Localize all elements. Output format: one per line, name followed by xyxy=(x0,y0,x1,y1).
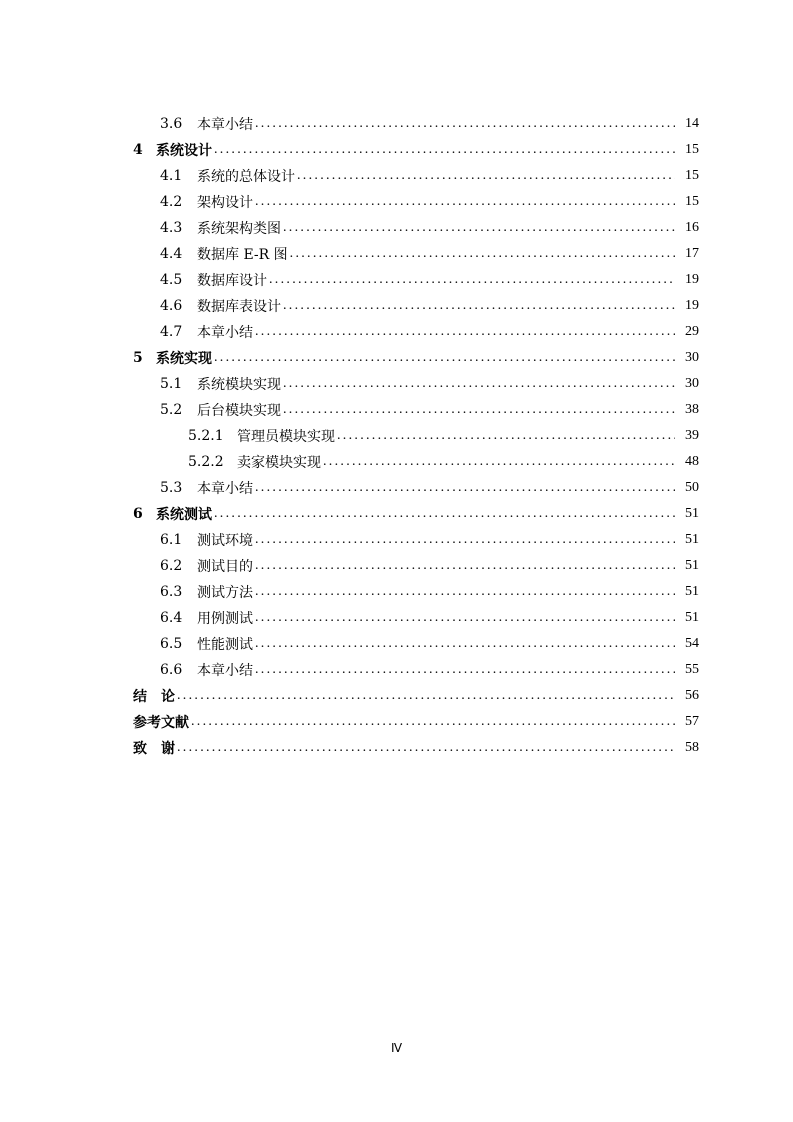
toc-dot-leader xyxy=(255,324,675,340)
toc-entry[interactable] xyxy=(0,215,793,241)
toc-entry[interactable] xyxy=(0,397,793,423)
toc-entry-number: 6.6 xyxy=(160,662,183,678)
toc-entry-page: 55 xyxy=(685,662,699,677)
toc-entry[interactable] xyxy=(0,111,793,137)
toc-entry-title: 后台模块实现 xyxy=(197,403,281,419)
toc-entry-title: 结 论 xyxy=(133,689,175,705)
toc-entry-number: 4.6 xyxy=(160,298,183,314)
toc-entry-title: 系统测试 xyxy=(156,507,212,523)
toc-entry-number: 4.3 xyxy=(160,220,183,236)
toc-entry[interactable] xyxy=(0,293,793,319)
toc-entry-title: 数据库设计 xyxy=(197,273,267,289)
toc-entry-number: 4.5 xyxy=(160,272,183,288)
toc-entry[interactable] xyxy=(0,527,793,553)
toc-dot-leader xyxy=(177,740,675,756)
toc-dot-leader xyxy=(255,558,675,574)
toc-entry-page: 19 xyxy=(685,272,699,287)
toc-entry-number: 5.2.1 xyxy=(188,428,224,444)
toc-entry[interactable] xyxy=(0,683,793,709)
toc-entry-page: 15 xyxy=(685,168,699,183)
toc-dot-leader xyxy=(255,636,675,652)
toc-entry[interactable] xyxy=(0,371,793,397)
toc-dot-leader xyxy=(255,532,675,548)
toc-dot-leader xyxy=(283,402,675,418)
toc-entry[interactable] xyxy=(0,475,793,501)
toc-entry-page: 16 xyxy=(685,220,699,235)
toc-entry-title: 本章小结 xyxy=(197,663,253,679)
toc-dot-leader xyxy=(255,584,675,600)
toc-entry-number: 6.1 xyxy=(160,532,183,548)
toc-entry-number: 6.5 xyxy=(160,636,183,652)
toc-entry-page: 57 xyxy=(685,714,699,729)
toc-entry-title: 系统实现 xyxy=(156,351,212,367)
toc-entry[interactable] xyxy=(0,553,793,579)
toc-entry[interactable] xyxy=(0,709,793,735)
toc-entry-page: 54 xyxy=(685,636,699,651)
toc-entry-page: 30 xyxy=(685,376,699,391)
toc-dot-leader xyxy=(255,480,675,496)
toc-entry-page: 17 xyxy=(685,246,699,261)
toc-entry[interactable] xyxy=(0,319,793,345)
toc-dot-leader xyxy=(255,194,675,210)
toc-entry-number: 3.6 xyxy=(160,116,183,132)
toc-entry[interactable] xyxy=(0,605,793,631)
toc-entry-number: 5.1 xyxy=(160,376,183,392)
toc-entry-title: 参考文献 xyxy=(133,715,189,731)
toc-dot-leader xyxy=(214,142,675,158)
toc-entry-number: 6.2 xyxy=(160,558,183,574)
toc-entry[interactable] xyxy=(0,267,793,293)
toc-dot-leader xyxy=(337,428,675,444)
toc-entry[interactable] xyxy=(0,657,793,683)
toc-entry[interactable] xyxy=(0,449,793,475)
toc-entry[interactable] xyxy=(0,189,793,215)
toc-entry-title: 本章小结 xyxy=(197,117,253,133)
toc-entry-page: 15 xyxy=(685,142,699,157)
toc-entry-page: 51 xyxy=(685,610,699,625)
toc-dot-leader xyxy=(255,662,675,678)
toc-entry-title: 数据库表设计 xyxy=(197,299,281,315)
toc-entry-page: 14 xyxy=(685,116,699,131)
toc-entry-page: 48 xyxy=(685,454,699,469)
toc-entry[interactable] xyxy=(0,735,793,761)
toc-entry-title: 本章小结 xyxy=(197,325,253,341)
toc-dot-leader xyxy=(177,688,675,704)
toc-entry-title: 系统的总体设计 xyxy=(197,169,295,185)
toc-entry[interactable] xyxy=(0,345,793,371)
toc-entry-title: 卖家模块实现 xyxy=(237,455,321,471)
toc-entry-page: 38 xyxy=(685,402,699,417)
toc-entry-title: 性能测试 xyxy=(197,637,253,653)
toc-entry-page: 50 xyxy=(685,480,699,495)
toc-dot-leader xyxy=(214,506,675,522)
table-of-contents xyxy=(0,111,793,761)
toc-entry[interactable] xyxy=(0,241,793,267)
toc-entry-title: 管理员模块实现 xyxy=(237,429,335,445)
toc-entry-number: 4.4 xyxy=(160,246,183,262)
toc-entry[interactable] xyxy=(0,501,793,527)
toc-entry-page: 51 xyxy=(685,558,699,573)
toc-dot-leader xyxy=(191,714,675,730)
toc-entry-page: 15 xyxy=(685,194,699,209)
toc-entry-title: 测试方法 xyxy=(197,585,253,601)
toc-entry-number: 6.4 xyxy=(160,610,183,626)
toc-entry-page: 58 xyxy=(685,740,699,755)
toc-entry-title: 致 谢 xyxy=(133,741,175,757)
toc-dot-leader xyxy=(290,246,675,262)
toc-dot-leader xyxy=(269,272,675,288)
toc-entry-number: 6.3 xyxy=(160,584,183,600)
toc-entry-title: 测试目的 xyxy=(197,559,253,575)
toc-dot-leader xyxy=(214,350,675,366)
toc-entry-number: 5.2.2 xyxy=(188,454,224,470)
toc-entry[interactable] xyxy=(0,163,793,189)
toc-entry-number: 4.7 xyxy=(160,324,183,340)
toc-entry[interactable] xyxy=(0,579,793,605)
toc-entry[interactable] xyxy=(0,423,793,449)
toc-entry[interactable] xyxy=(0,137,793,163)
toc-entry-number: 6 xyxy=(133,506,143,522)
toc-entry-page: 51 xyxy=(685,506,699,521)
toc-dot-leader xyxy=(283,376,675,392)
toc-dot-leader xyxy=(297,168,675,184)
toc-entry-title: 系统模块实现 xyxy=(197,377,281,393)
toc-entry-title: 系统架构类图 xyxy=(197,221,281,237)
toc-entry-page: 39 xyxy=(685,428,699,443)
toc-entry-number: 4.1 xyxy=(160,168,183,184)
toc-dot-leader xyxy=(283,298,675,314)
toc-entry-page: 51 xyxy=(685,532,699,547)
toc-entry-title: 测试环境 xyxy=(197,533,253,549)
toc-entry-title: 用例测试 xyxy=(197,611,253,627)
toc-entry-title: 本章小结 xyxy=(197,481,253,497)
toc-entry-page: 30 xyxy=(685,350,699,365)
toc-entry-number: 4.2 xyxy=(160,194,183,210)
toc-entry-number: 4 xyxy=(133,142,143,158)
page-number: Ⅳ xyxy=(390,1041,403,1055)
toc-entry-title: 系统设计 xyxy=(156,143,212,159)
toc-entry-page: 29 xyxy=(685,324,699,339)
toc-entry-number: 5.3 xyxy=(160,480,183,496)
toc-entry-page: 51 xyxy=(685,584,699,599)
toc-entry-page: 56 xyxy=(685,688,699,703)
toc-entry-number: 5 xyxy=(133,350,143,366)
toc-dot-leader xyxy=(255,116,675,132)
toc-entry-title: 数据库 E-R 图 xyxy=(197,247,288,263)
toc-entry-number: 5.2 xyxy=(160,402,183,418)
toc-dot-leader xyxy=(255,610,675,626)
toc-entry[interactable] xyxy=(0,631,793,657)
toc-dot-leader xyxy=(283,220,675,236)
toc-entry-title: 架构设计 xyxy=(197,195,253,211)
toc-entry-page: 19 xyxy=(685,298,699,313)
toc-dot-leader xyxy=(323,454,675,470)
